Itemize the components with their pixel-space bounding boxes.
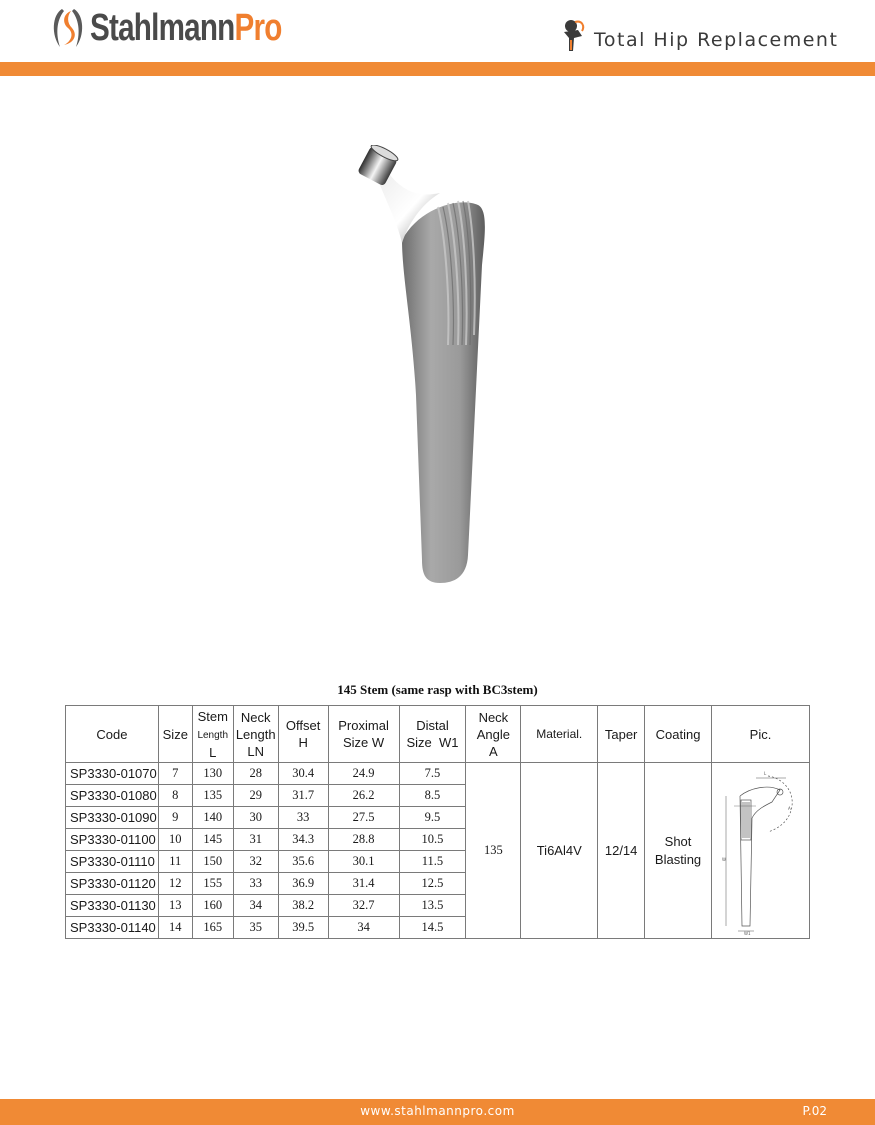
cell-code: SP3330-01140 xyxy=(66,917,159,939)
header-accent-bar xyxy=(0,62,875,76)
cell-neck-length: 31 xyxy=(233,829,278,851)
page-number: P.02 xyxy=(802,1104,827,1118)
cell-stem-length: 145 xyxy=(192,829,233,851)
cell-code: SP3330-01130 xyxy=(66,895,159,917)
cell-neck-length: 29 xyxy=(233,785,278,807)
header-code: Code xyxy=(66,706,159,763)
cell-taper: 12/14 xyxy=(598,763,645,939)
section-title xyxy=(560,18,838,52)
cell-stem-length: 140 xyxy=(192,807,233,829)
cell-size: 7 xyxy=(158,763,192,785)
cell-offset: 35.6 xyxy=(278,851,328,873)
cell-distal: 10.5 xyxy=(399,829,466,851)
cell-stem-length: 155 xyxy=(192,873,233,895)
header-material: Material. xyxy=(521,706,598,763)
cell-stem-length: 135 xyxy=(192,785,233,807)
cell-distal: 8.5 xyxy=(399,785,466,807)
cell-size: 9 xyxy=(158,807,192,829)
cell-size: 8 xyxy=(158,785,192,807)
cell-neck-length: 32 xyxy=(233,851,278,873)
cell-distal: 14.5 xyxy=(399,917,466,939)
cell-proximal: 24.9 xyxy=(328,763,399,785)
cell-offset: 30.4 xyxy=(278,763,328,785)
svg-text:W1: W1 xyxy=(744,930,751,936)
cell-code: SP3330-01090 xyxy=(66,807,159,829)
cell-size: 13 xyxy=(158,895,192,917)
cell-distal: 11.5 xyxy=(399,851,466,873)
cell-neck-angle: 135 xyxy=(466,763,521,939)
cell-offset: 34.3 xyxy=(278,829,328,851)
table-caption: 145 Stem (same rasp with BC3stem) xyxy=(337,682,538,697)
svg-text:W: W xyxy=(722,856,727,862)
header-pic: Pic. xyxy=(711,706,809,763)
header-stem-length: Stem Length L xyxy=(192,706,233,763)
cell-stem-length: 150 xyxy=(192,851,233,873)
cell-neck-length: 30 xyxy=(233,807,278,829)
hip-stem-image xyxy=(350,145,500,590)
table-header-row xyxy=(66,706,810,763)
cell-proximal: 27.5 xyxy=(328,807,399,829)
cell-size: 10 xyxy=(158,829,192,851)
cell-offset: 39.5 xyxy=(278,917,328,939)
cell-coating: Shot Blasting xyxy=(645,763,712,939)
spec-table xyxy=(65,705,810,939)
cell-proximal: 31.4 xyxy=(328,873,399,895)
cell-code: SP3330-01120 xyxy=(66,873,159,895)
footer-website-link[interactable]: www.stahlmannpro.com xyxy=(360,1104,515,1118)
cell-proximal: 32.7 xyxy=(328,895,399,917)
svg-text:L: L xyxy=(764,770,767,776)
header-neck-length: Neck Length LN xyxy=(233,706,278,763)
cell-stem-length: 160 xyxy=(192,895,233,917)
cell-stem-length: 165 xyxy=(192,917,233,939)
svg-text:A: A xyxy=(788,805,792,811)
brand-wordmark xyxy=(90,7,282,50)
header-distal-size: Distal Size W1 xyxy=(399,706,466,763)
header-proximal-size: Proximal Size W xyxy=(328,706,399,763)
cell-neck-length: 28 xyxy=(233,763,278,785)
cell-proximal: 28.8 xyxy=(328,829,399,851)
cell-proximal: 26.2 xyxy=(328,785,399,807)
cell-code: SP3330-01070 xyxy=(66,763,159,785)
header-neck-angle: Neck Angle A xyxy=(466,706,521,763)
cell-neck-length: 35 xyxy=(233,917,278,939)
cell-distal: 13.5 xyxy=(399,895,466,917)
cell-neck-length: 34 xyxy=(233,895,278,917)
section-title-text: Total Hip Replacement xyxy=(594,29,839,51)
cell-proximal: 30.1 xyxy=(328,851,399,873)
brand-name: Stahlmann xyxy=(90,6,235,49)
brand-logo-icon xyxy=(50,5,86,51)
header-size: Size xyxy=(158,706,192,763)
cell-stem-length: 130 xyxy=(192,763,233,785)
cell-offset: 33 xyxy=(278,807,328,829)
cell-offset: 36.9 xyxy=(278,873,328,895)
cell-size: 12 xyxy=(158,873,192,895)
cell-offset: 31.7 xyxy=(278,785,328,807)
cell-pic xyxy=(711,763,809,939)
cell-distal: 12.5 xyxy=(399,873,466,895)
cell-neck-length: 33 xyxy=(233,873,278,895)
cell-proximal: 34 xyxy=(328,917,399,939)
cell-offset: 38.2 xyxy=(278,895,328,917)
header-coating: Coating xyxy=(645,706,712,763)
hip-joint-icon xyxy=(560,18,586,52)
brand-logo xyxy=(50,4,336,52)
brand-suffix: Pro xyxy=(234,6,282,49)
stem-schematic-drawing xyxy=(720,766,800,936)
table-row xyxy=(66,763,810,785)
header-offset: Offset H xyxy=(278,706,328,763)
cell-code: SP3330-01110 xyxy=(66,851,159,873)
cell-distal: 7.5 xyxy=(399,763,466,785)
page-header xyxy=(0,0,875,62)
cell-size: 11 xyxy=(158,851,192,873)
cell-distal: 9.5 xyxy=(399,807,466,829)
cell-material: Ti6Al4V xyxy=(521,763,598,939)
cell-code: SP3330-01100 xyxy=(66,829,159,851)
cell-size: 14 xyxy=(158,917,192,939)
header-taper: Taper xyxy=(598,706,645,763)
cell-code: SP3330-01080 xyxy=(66,785,159,807)
